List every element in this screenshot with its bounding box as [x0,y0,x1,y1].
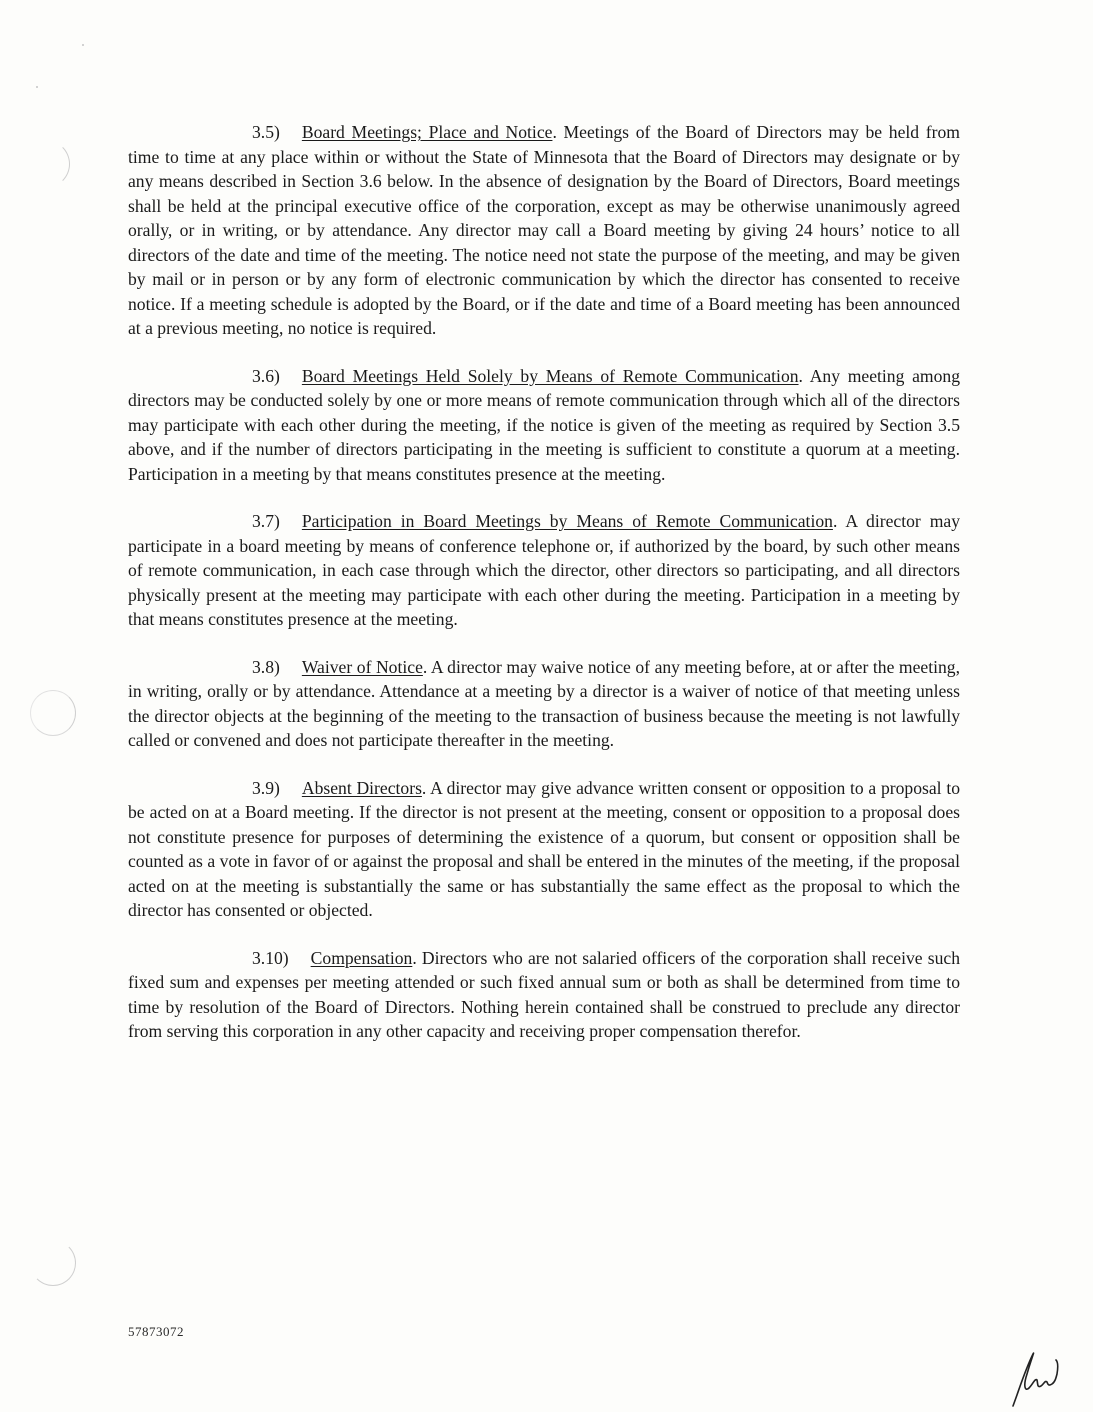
document-number: 57873072 [128,1324,184,1339]
section-heading: Participation in Board Meetings by Means of Remote Communication [301,511,833,531]
section-3-10 [128,946,960,1044]
section-3-9 [128,776,960,923]
section-3-8 [128,655,960,753]
section-number: 3.10) [252,947,289,968]
section-body: . Directors who are not salaried officers of the corporation shall receive such fixed sum and expenses per meeting attended or such fixed annual sum or both as shall be determined from time to time by resolution of the Board of Directors. Nothing herein contained shall be construed to preclude any director from serving this corporation in any other capacity and receiving proper compensation therefor. [128,947,960,1041]
section-body: . Meetings of the Board of Directors may be held from time to time at any place within or without the State of Minnesota that the Board of Directors may designate or by any means described in Section 3.6 below. In the absence of designation by the Board of Directors, Board meetings shall be held at the principal executive office of the corporation, except as may be otherwise unanimously agreed orally, or in writing, or by attendance. Any director may call a Board meeting by giving 24 hours’ notice to all directors of the date and time of the meeting. The notice need not state the purpose of the meeting, and may be given by mail or in person or by any form of electronic communication by which the director has consented to receive notice. If a meeting schedule is adopted by the Board, or if the date and time of a Board meeting has been announced at a previous meeting, no notice is required. [128,122,960,338]
scan-speck [82,44,84,46]
section-heading: Board Meetings; Place and Notice [301,122,553,142]
section-number: 3.8) [252,656,280,677]
handwritten-initials [1005,1340,1065,1410]
section-body: . A director may give advance written consent or opposition to a proposal to be acted on at a Board meeting. If the director is not present at the meeting, consent or opposition to a proposal does not constitute presence for purposes of determining the existence of a quorum, but consent or opposition shall be counted as a vote in favor of or against the proposal and shall be entered in the minutes of the meeting, if the proposal acted on at the meeting is substantially the same or has substantially the same effect as the proposal to which the director has consented or objected. [128,777,960,920]
section-number: 3.6) [252,365,280,386]
punch-hole-mark-top [22,140,70,188]
section-body: . Any meeting among directors may be conducted solely by one or more means of remote communication through which all of the directors may participate with each other during the meeting, if the notice is given of the meeting as required by Section 3.5 above, and if the number of directors participating in the meeting is sufficient to constitute a quorum at a meeting. Participation in a meeting by that means constitutes presence at the meeting. [128,365,961,484]
document-body [128,120,960,1067]
section-number: 3.9) [252,777,280,798]
section-number: 3.5) [252,122,280,142]
section-number: 3.7) [252,511,280,531]
section-body: . A director may participate in a board meeting by means of conference telephone or, if authorized by the board, by such other means of remote communication, in each case through which the director, other directors so participating, and all directors physically present at the meeting may participate with each other during the meeting. Participation in a meeting by that means constitutes presence at the meeting. [128,511,961,629]
scan-speck [36,86,38,88]
section-heading: Board Meetings Held Solely by Means of Remote Communication [301,365,799,386]
section-3-7 [128,509,960,632]
punch-hole-mark-bottom [30,1240,76,1286]
section-heading: Compensation [310,947,413,968]
punch-hole-mark-middle [30,690,76,736]
section-body: . A director may waive notice of any meeting before, at or after the meeting, in writing, orally or by attendance. Attendance at a meeting by a director is a waiver of notice of that meeting unless the director objects at the beginning of the meeting to the transaction of business because the meeting is not lawfully called or convened and does not participate thereafter in the meeting. [128,656,960,750]
section-3-6 [128,364,960,487]
section-3-5 [128,120,960,341]
section-heading: Waiver of Notice [301,656,423,677]
section-heading: Absent Directors [301,777,422,798]
